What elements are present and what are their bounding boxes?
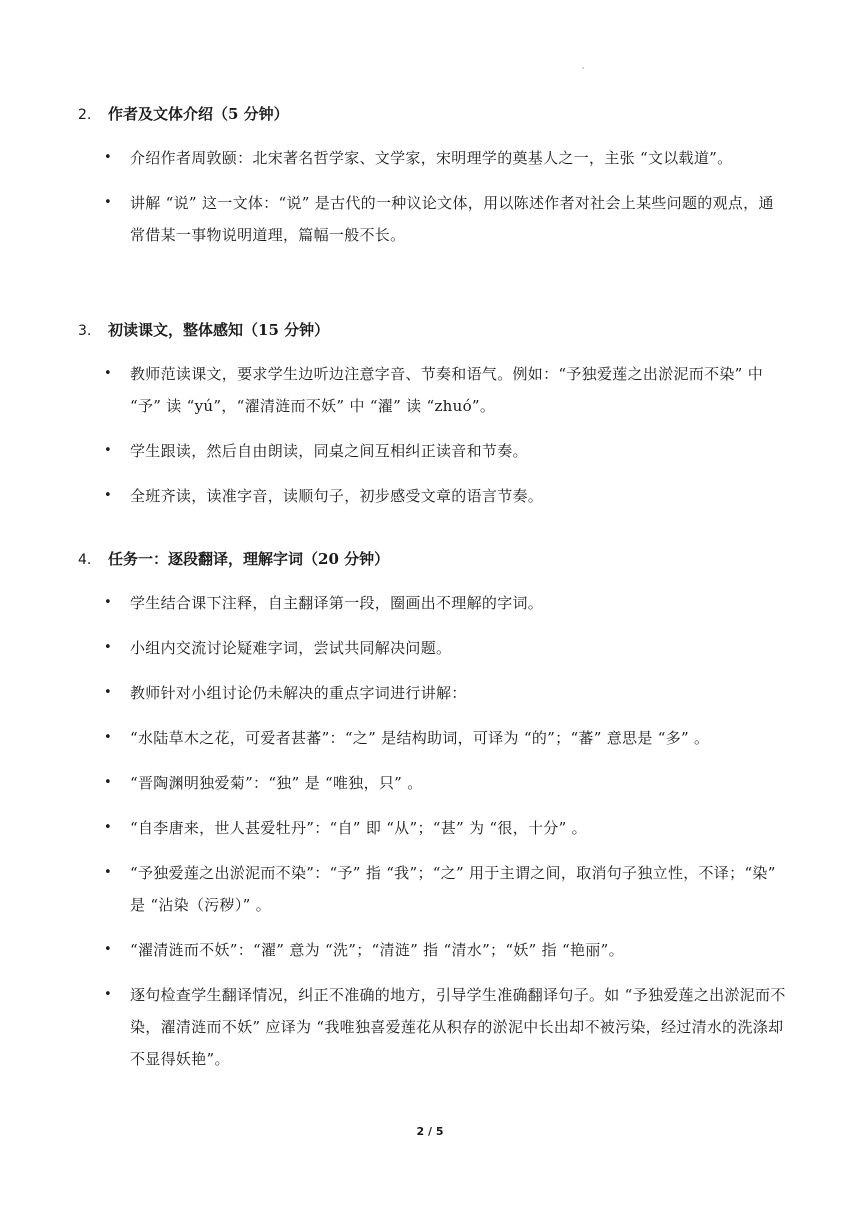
bullet-icon: • xyxy=(104,595,112,610)
section-title: 初读课文，整体感知（15 分钟） xyxy=(108,321,330,339)
list-item-text: “濯清涟而不妖”：“濯” 意为 “洗”；“清涟” 指 “清水”；“妖” 指 “艳丽”。 xyxy=(130,941,624,959)
bullet-list xyxy=(78,358,788,512)
section-title: 任务一：逐段翻译，理解字词（20 分钟） xyxy=(108,550,390,568)
bullet-icon: • xyxy=(104,443,112,458)
bullet-icon: • xyxy=(104,987,112,1002)
list-item xyxy=(78,142,788,174)
section-number: 4. xyxy=(78,552,92,568)
list-item xyxy=(78,722,788,754)
list-item xyxy=(78,767,788,799)
bullet-icon: • xyxy=(104,488,112,503)
page-number: 2 / 5 xyxy=(416,1125,444,1138)
section-number: 2. xyxy=(78,107,92,123)
bullet-icon: • xyxy=(104,730,112,745)
bullet-list xyxy=(78,587,788,1075)
bullet-icon: • xyxy=(104,865,112,880)
bullet-icon: • xyxy=(104,775,112,790)
list-item-text: “自李唐来，世人甚爱牡丹”：“自” 即 “从”；“甚” 为 “很，十分” 。 xyxy=(130,819,587,837)
section-heading xyxy=(78,316,788,344)
bullet-icon: • xyxy=(104,195,112,210)
list-item-text: 教师针对小组讨论仍未解决的重点字词进行讲解： xyxy=(130,684,467,702)
list-item xyxy=(78,812,788,844)
list-item xyxy=(78,979,788,1075)
list-item xyxy=(78,358,788,422)
list-item xyxy=(78,187,788,251)
section-heading xyxy=(78,545,788,573)
list-item-text: 学生结合课下注释，自主翻译第一段，圈画出不理解的字词。 xyxy=(130,594,544,612)
section-title: 作者及文体介绍（5 分钟） xyxy=(108,105,289,123)
section-first-reading xyxy=(78,316,788,512)
bullet-icon: • xyxy=(104,820,112,835)
bullet-icon: • xyxy=(104,640,112,655)
list-item xyxy=(78,480,788,512)
list-item-text: “晋陶渊明独爱菊”：“独” 是 “唯独，只” 。 xyxy=(130,774,423,792)
list-item xyxy=(78,857,788,921)
section-heading xyxy=(78,100,788,128)
list-item-text: 介绍作者周敦颐：北宋著名哲学家、文学家，宋明理学的奠基人之一，主张 “文以载道”。 xyxy=(130,149,733,167)
bullet-icon: • xyxy=(104,685,112,700)
list-item-text: 讲解 “说” 这一文体：“说” 是古代的一种议论文体，用以陈述作者对社会上某些问题的观点，通常借某一事物说明道理，篇幅一般不长。 xyxy=(130,194,774,244)
list-item xyxy=(78,934,788,966)
bullet-icon: • xyxy=(104,942,112,957)
section-author-intro xyxy=(78,100,788,251)
list-item-text: “予独爱莲之出淤泥而不染”：“予” 指 “我”；“之” 用于主谓之间，取消句子独立性，不译；“染” 是 “沾染（污秽）” 。 xyxy=(130,864,776,914)
list-item xyxy=(78,677,788,709)
list-item-text: 小组内交流讨论疑难字词，尝试共同解决问题。 xyxy=(130,639,452,657)
list-item-text: 逐句检查学生翻译情况，纠正不准确的地方，引导学生准确翻译句子。如 “予独爱莲之出淤泥而不染，濯清涟而不妖” 应译为 “我唯独喜爱莲花从积存的淤泥中长出却不被污染，经过清水的洗涤却不显得妖艳”。 xyxy=(130,986,786,1068)
list-item-text: 全班齐读，读准字音，读顺句子，初步感受文章的语言节奏。 xyxy=(130,487,544,505)
section-translation-task xyxy=(78,545,788,1075)
list-item xyxy=(78,632,788,664)
bullet-list xyxy=(78,142,788,251)
list-item-text: “水陆草木之花，可爱者甚蕃”：“之” 是结构助词，可译为 “的”；“蕃” 意思是 “多” 。 xyxy=(130,729,710,747)
list-item-text: 教师范读课文，要求学生边听边注意字音、节奏和语气。例如：“予独爱莲之出淤泥而不染” 中 “予” 读 “yú”，“濯清涟而不妖” 中 “濯” 读 “zhuó”。 xyxy=(130,365,764,415)
list-item-text: 学生跟读，然后自由朗读，同桌之间互相纠正读音和节奏。 xyxy=(130,442,528,460)
section-number: 3. xyxy=(78,323,92,339)
list-item xyxy=(78,435,788,467)
header-mark: · xyxy=(582,64,585,73)
bullet-icon: • xyxy=(104,150,112,165)
bullet-icon: • xyxy=(104,366,112,381)
list-item xyxy=(78,587,788,619)
